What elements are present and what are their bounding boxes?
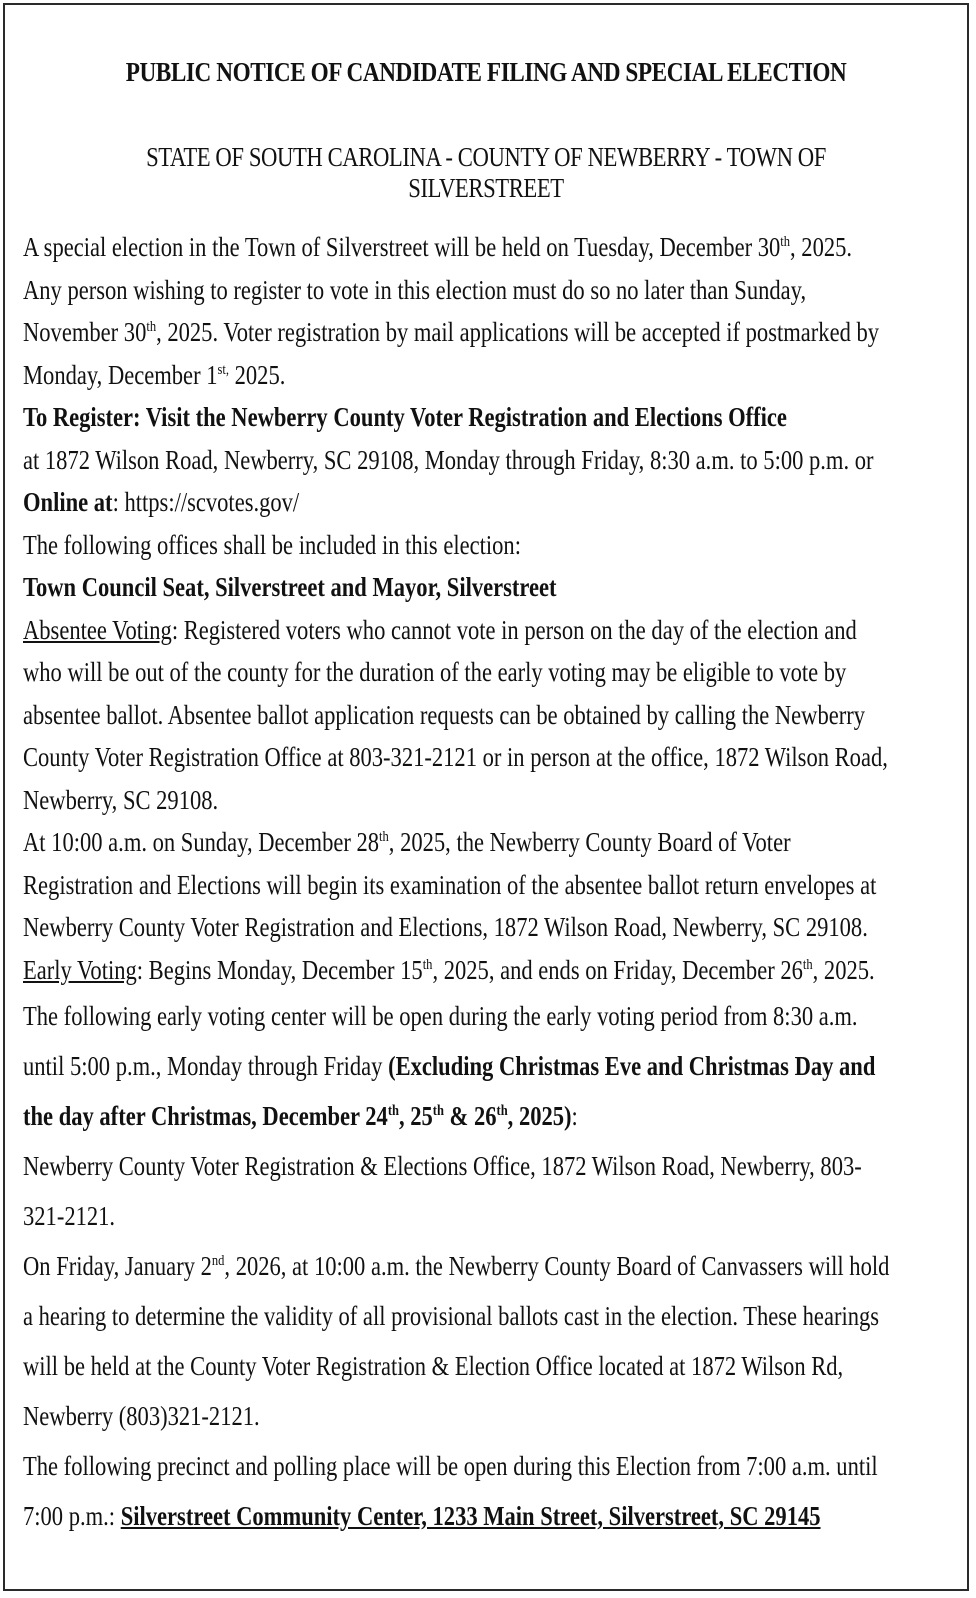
online-url[interactable]: : https://scvotes.gov/ [112, 487, 300, 517]
absentee-label: Absentee Voting [23, 614, 172, 645]
registration-deadline-line: Any person wishing to register to vote in this election must do so no later than Sunday, [23, 274, 807, 305]
notice-body [23, 226, 958, 1541]
absentee-line-1: Absentee Voting: Registered voters who cannot vote in person on the day of the election and [23, 614, 857, 645]
register-heading: To Register: Visit the Newberry County Voter Registration and Elections Office [23, 402, 787, 432]
canvass-line-4: Newberry (803)321-2121. [23, 1401, 260, 1431]
election-date-line: A special election in the Town of Silverstreet will be held on Tuesday, December 30th, 2025. [23, 232, 853, 262]
exam-line-1: At 10:00 a.m. on Sunday, December 28th, 2025, the Newberry County Board of Voter [23, 827, 791, 857]
absentee-line-3: absentee ballot. Absentee ballot application requests can be obtained by calling the Newberry [23, 699, 866, 730]
exam-line-3: Newberry County Voter Registration and Elections, 1872 Wilson Road, Newberry, SC 29108. [23, 912, 868, 942]
offices-list: Town Council Seat, Silverstreet and Mayor, Silverstreet [23, 572, 557, 602]
polling-place: Silverstreet Community Center, 1233 Main Street, Silverstreet, SC 29145 [120, 1501, 821, 1531]
polling-line-1: The following precinct and polling place will be open during this Election from 7:00 a.m. until [23, 1451, 878, 1481]
early-voting-center-1: Newberry County Voter Registration & Elections Office, 1872 Wilson Road, Newberry, 803- [23, 1151, 862, 1181]
canvass-line-2: a hearing to determine the validity of all provisional ballots cast in the election. These hearings [23, 1301, 880, 1331]
registration-deadline-line-2: November 30th, 2025. Voter registration by mail applications will be accepted if postmarked by [23, 317, 880, 347]
public-notice [3, 3, 969, 1591]
early-voting-line-3: until 5:00 p.m., Monday through Friday (Excluding Christmas Eve and Christmas Day and [23, 1051, 876, 1081]
early-voting-section [23, 949, 958, 1542]
absentee-line-5: Newberry, SC 29108. [23, 784, 219, 815]
absentee-line-4: County Voter Registration Office at 803-321-2121 or in person at the office, 1872 Wilson Road, [23, 742, 888, 772]
online-label: Online at [23, 487, 113, 517]
polling-line-2: 7:00 p.m.: Silverstreet Community Center, 1233 Main Street, Silverstreet, SC 29145 [23, 1501, 821, 1531]
canvass-line-3: will be held at the County Voter Registration & Election Office located at 1872 Wilson Rd, [23, 1351, 844, 1381]
canvass-line-1: On Friday, January 2nd, 2026, at 10:00 a.m. the Newberry County Board of Canvassers will hold [23, 1251, 890, 1281]
register-online [23, 481, 958, 524]
early-voting-line-1: Early Voting: Begins Monday, December 15th, 2025, and ends on Friday, December 26th, 2025. [23, 954, 875, 985]
mail-postmark-line: Monday, December $1^{st,}$ 2025. [23, 359, 286, 390]
notice-subtitle: STATE OF SOUTH CAROLINA - COUNTY OF NEWBERRY - TOWN OF SILVERSTREET [146, 142, 826, 203]
notice-title: PUBLIC NOTICE OF CANDIDATE FILING AND SPECIAL ELECTION [125, 57, 847, 87]
exam-line-2: Registration and Elections will begin its examination of the absentee ballot return envelopes at [23, 869, 877, 900]
early-voting-line-4: the day after Christmas, December 24th, 25th & 26th, 2025): [23, 1101, 578, 1131]
offices-intro: The following offices shall be included in this election: [23, 529, 521, 560]
early-voting-line-2: The following early voting center will be open during the early voting period from 8:30 a.m. [23, 1001, 858, 1031]
early-voting-center-2: 321-2121. [23, 1201, 116, 1231]
absentee-line-2: who will be out of the county for the duration of the early voting may be eligible to vote by [23, 657, 847, 687]
early-voting-label: Early Voting [23, 954, 137, 985]
register-address: at 1872 Wilson Road, Newberry, SC 29108, Monday through Friday, 8:30 a.m. to 5:00 p.m. or [23, 444, 874, 475]
